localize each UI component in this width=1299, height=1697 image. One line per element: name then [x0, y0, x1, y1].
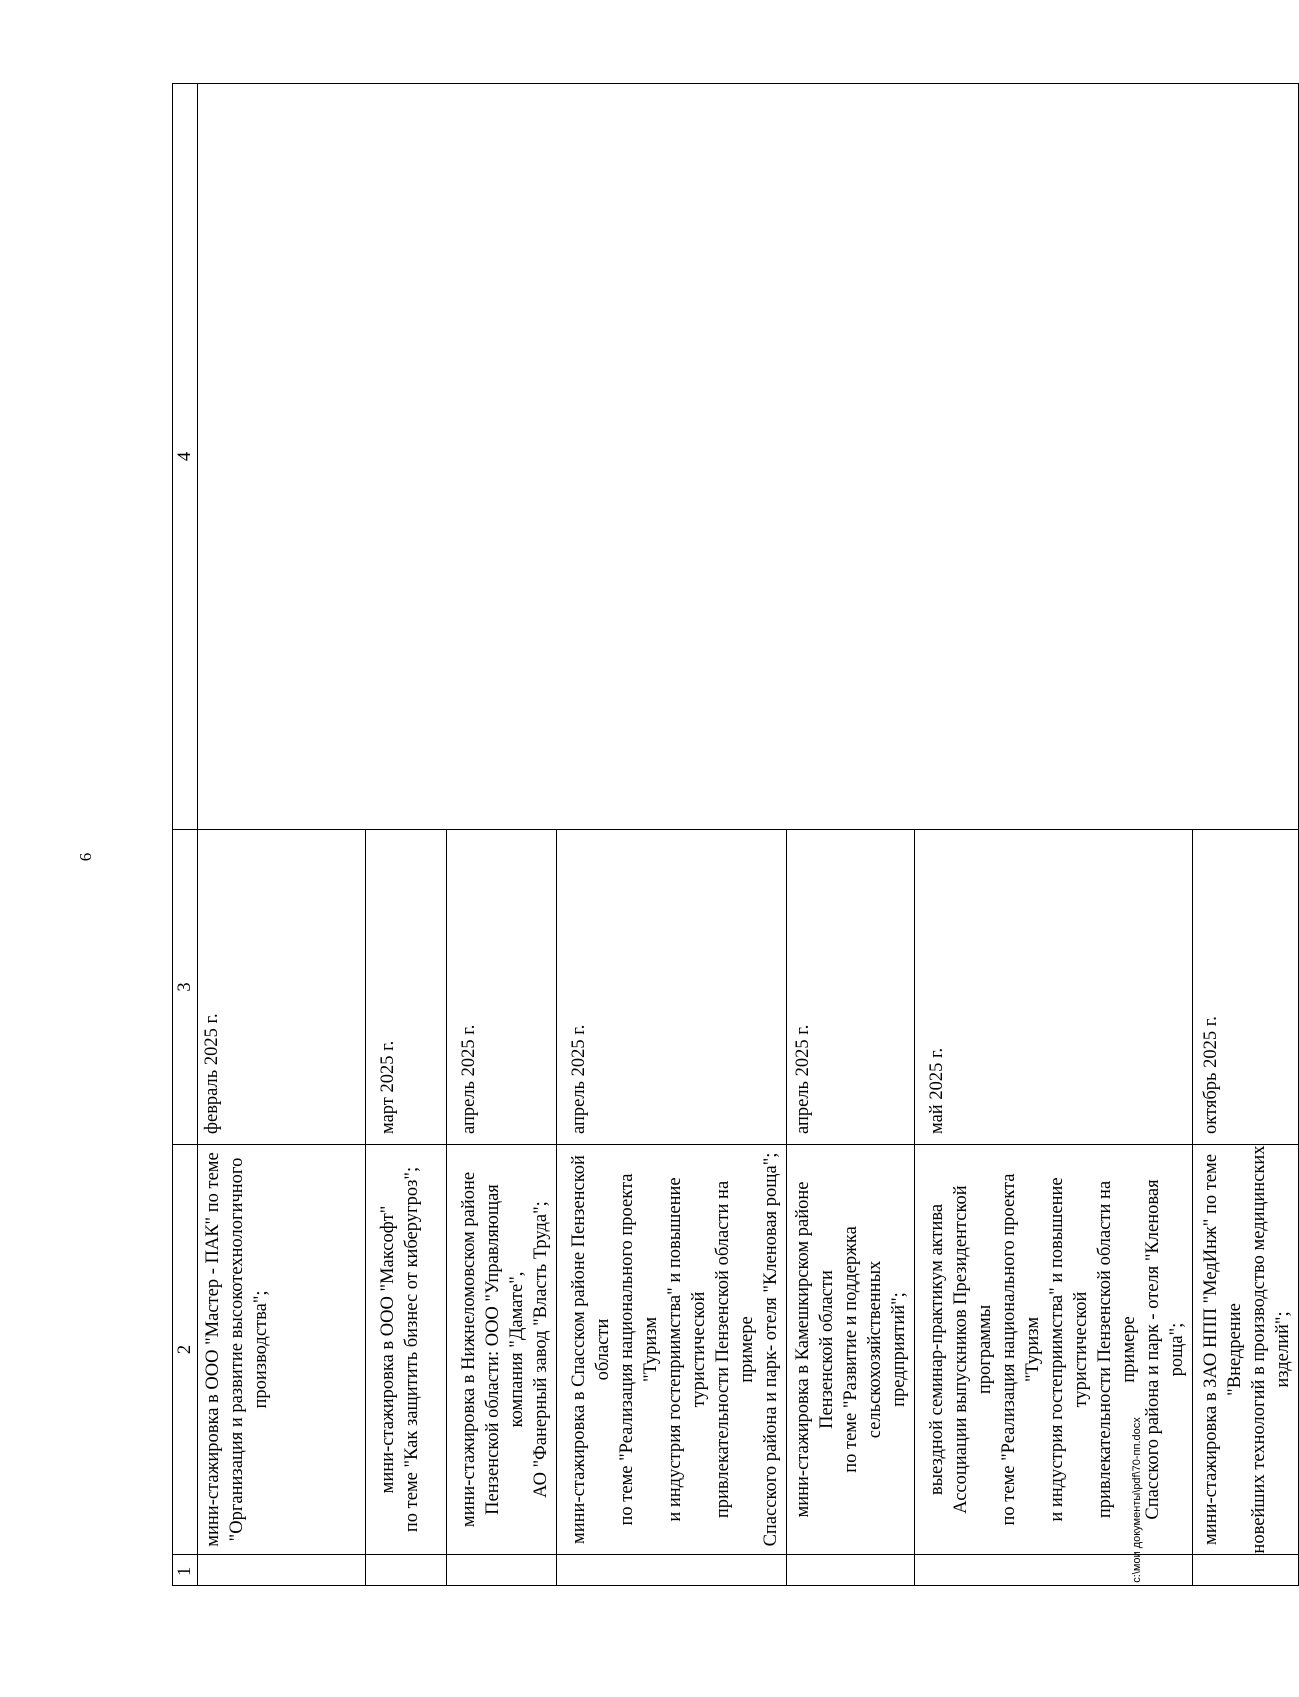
row-6-col-3: май 2025 г. [915, 830, 1193, 1145]
text-line: по теме "Реализация национального проекта "Туризм [999, 1173, 1043, 1526]
text-line: и индустрия гостеприимства" и повышение туристической [665, 1177, 709, 1522]
text-line: Пензенской области: ООО "Управляющая компания "Дамате", [483, 1184, 527, 1515]
row-col-4 [198, 84, 1299, 830]
text-line: "Организация и развитие высокотехнологичного производства"; [227, 1157, 271, 1542]
row-7-col-3: октябрь 2025 г. [1193, 830, 1299, 1145]
row-6-col-2 [915, 1145, 1193, 1555]
text-line: по теме "Развитие и поддержка сельскохозяйственных [841, 1226, 885, 1473]
text-line: мини-стажировка в ООО "Мастер - ПАК" по теме [203, 1152, 223, 1547]
row-6-col-1 [915, 1555, 1193, 1586]
text-line: новейших технологий в производство медицинских изделий"; [1249, 1145, 1293, 1554]
header-col-4: 4 [173, 84, 198, 830]
text-line: мини-стажировка в Спасском районе Пензенской области [569, 1155, 613, 1544]
table-header-row [173, 84, 198, 1586]
text-line: мини-стажировка в ЗАО НПП "МедИнж" по теме "Внедрение [1201, 1154, 1245, 1545]
table-row [198, 84, 366, 1586]
row-1-col-1 [198, 1555, 366, 1586]
row-7-col-1 [1193, 1555, 1299, 1586]
text-line: Ассоциации выпускников Президентской программы [951, 1185, 995, 1514]
text-line: и индустрия гостеприимства" и повышение туристической [1047, 1177, 1091, 1522]
text-line: мини-стажировка в Камешкирском районе Пензенской области [793, 1181, 837, 1518]
row-2-col-2 [366, 1145, 447, 1555]
text-line: выездной семинар-практикум актива [927, 1203, 947, 1496]
row-5-col-2 [787, 1145, 915, 1555]
text-line: по теме "Реализация национального проекта "Туризм [617, 1173, 661, 1526]
header-col-3: 3 [173, 830, 198, 1145]
row-1-col-2 [198, 1145, 366, 1555]
row-3-col-3: апрель 2025 г. [447, 830, 557, 1145]
row-4-col-2 [557, 1145, 787, 1555]
header-col-2: 2 [173, 1145, 198, 1555]
row-5-col-1 [787, 1555, 915, 1586]
file-path-footer: с:\мои документы\pdf\70-пп.docx [1131, 1417, 1143, 1583]
row-4-col-3: апрель 2025 г. [557, 830, 787, 1145]
text-line: АО "Фанерный завод "Власть Труда"; [531, 1201, 551, 1498]
row-7-col-2 [1193, 1145, 1299, 1555]
page-number: 6 [76, 852, 95, 862]
row-1-col-3: февраль 2025 г. [198, 830, 366, 1145]
header-col-1: 1 [173, 1555, 198, 1586]
text-line: предприятий"; [889, 1292, 909, 1407]
text-line: Спасского района и парк- отеля "Кленовая роща"; [761, 1152, 781, 1547]
row-2-col-3: март 2025 г. [366, 830, 447, 1145]
row-3-col-2 [447, 1145, 557, 1555]
events-table [172, 83, 1299, 1586]
text-line: Спасского района и парк - отеля "Кленовая роща"; [1143, 1179, 1187, 1520]
row-3-col-1 [447, 1555, 557, 1586]
row-4-col-1 [557, 1555, 787, 1586]
text-line: мини-стажировка в ООО "Максофт" [378, 1205, 398, 1494]
text-line: мини-стажировка в Нижнеломовском районе [459, 1171, 479, 1528]
row-5-col-3: апрель 2025 г. [787, 830, 915, 1145]
text-line: привлекательности Пензенской области на примере [1095, 1180, 1139, 1519]
row-2-col-1 [366, 1555, 447, 1586]
text-line: по теме "Как защитить бизнес от киберугроз"; [402, 1166, 422, 1533]
text-line: привлекательности Пензенской области на примере [713, 1180, 757, 1519]
